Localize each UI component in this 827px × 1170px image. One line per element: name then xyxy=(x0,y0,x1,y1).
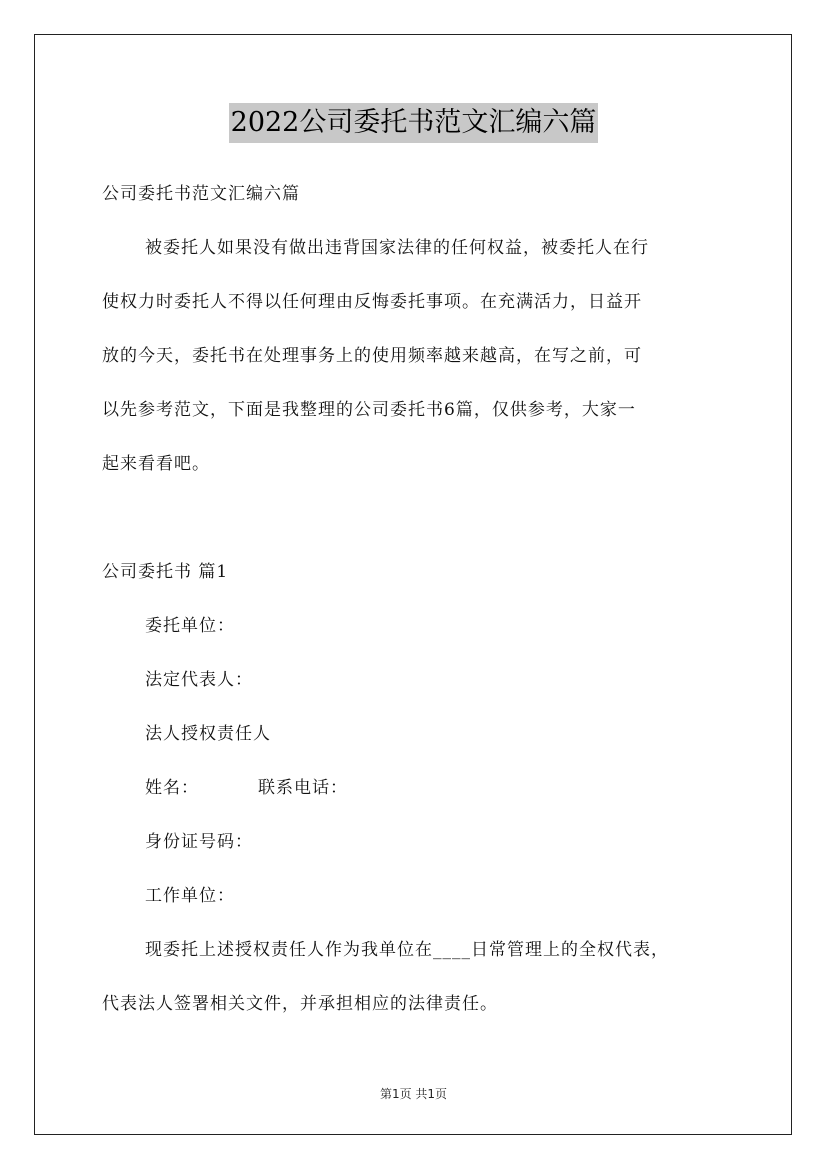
field-authorized: 法人授权责任人 xyxy=(145,724,271,744)
field-unit: 委托单位： xyxy=(145,616,235,636)
document-title: 2022公司委托书范文汇编六篇 xyxy=(229,103,599,143)
field-name: 姓名： xyxy=(145,778,199,798)
document-subtitle: 公司委托书范文汇编六篇 xyxy=(102,184,300,204)
field-phone: 联系电话： xyxy=(258,778,348,798)
body-line-2: 代表法人签署相关文件，并承担相应的法律责任。 xyxy=(102,994,498,1014)
intro-line-1: 被委托人如果没有做出违背国家法律的任何权益，被委托人在行 xyxy=(145,238,649,258)
body-line-1: 现委托上述授权责任人作为我单位在____日常管理上的全权代表， xyxy=(145,940,669,960)
intro-line-3: 放的今天，委托书在处理事务上的使用频率越来越高，在写之前，可 xyxy=(102,346,642,366)
field-work-unit: 工作单位： xyxy=(145,886,235,906)
title-container xyxy=(0,103,827,143)
intro-line-4: 以先参考范文，下面是我整理的公司委托书6篇，仅供参考，大家一 xyxy=(102,400,636,420)
field-legal-rep: 法定代表人： xyxy=(145,670,253,690)
intro-line-2: 使权力时委托人不得以任何理由反悔委托事项。在充满活力，日益开 xyxy=(102,292,642,312)
section-heading: 公司委托书 篇1 xyxy=(102,562,229,582)
page-footer: 第1页 共1页 xyxy=(379,1087,448,1101)
field-id-number: 身份证号码： xyxy=(145,832,253,852)
intro-line-5: 起来看看吧。 xyxy=(102,454,210,474)
